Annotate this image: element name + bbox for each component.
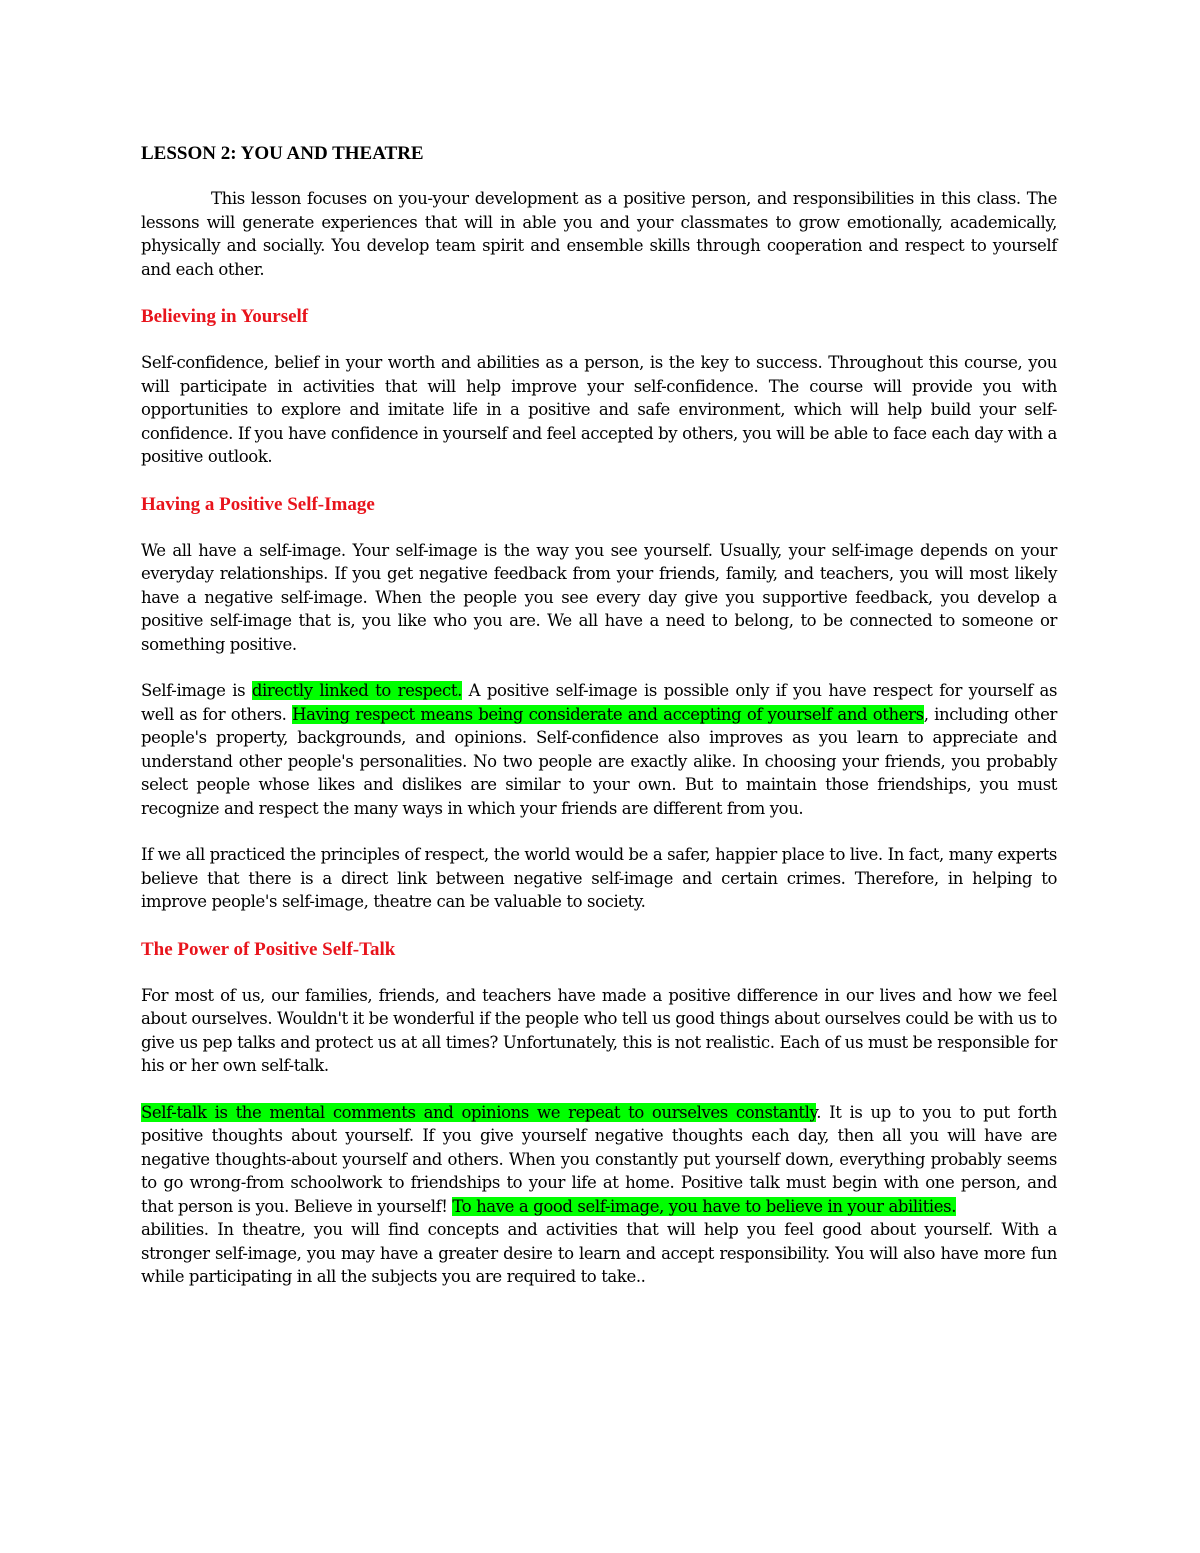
- self-image-paragraph-2: [141, 679, 1057, 820]
- highlighted-text: directly linked to respect.: [251, 681, 462, 700]
- document-body: [141, 142, 1057, 1289]
- self-talk-paragraph-2: [141, 1101, 1057, 1219]
- self-talk-paragraph-3: abilities. In theatre, you will find concepts and activities that will help you feel good about yourself. With a stronger self-image, you may have a greater desire to learn and accept responsibility. You will also have more fun while participating in all the subjects you are required to take..: [141, 1220, 1057, 1286]
- text-run: Self-image is: [141, 681, 252, 700]
- self-image-paragraph-3: If we all practiced the principles of respect, the world would be a safer, happier place to live. In fact, many experts believe that there is a direct link between negative self-image and certain crimes. Therefore, in helping to improve people's self-image, theatre can be valuable to society.: [141, 845, 1057, 911]
- intro-paragraph: This lesson focuses on you-your development as a positive person, and responsibilities in this class. The lessons will generate experiences that will in able you and your classmates to grow emotionally, academically, physically and socially. You develop team spirit and ensemble skills through cooperation and respect to yourself and each other.: [141, 189, 1057, 279]
- section-heading-believing: Believing in Yourself: [141, 306, 309, 327]
- lesson-title: LESSON 2: YOU AND THEATRE: [141, 143, 424, 164]
- self-image-paragraph-1: We all have a self-image. Your self-image is the way you see yourself. Usually, your self-image depends on your everyday relationships. If you get negative feedback from your friends, family, and teachers, you will most likely have a negative self-image. When the people you see every day give you supportive feedback, you develop a positive self-image that is, you like who you are. We all have a need to belong, to be connected to someone or something positive.: [141, 540, 1057, 654]
- text-run: , including other people's property, backgrounds, and opinions. Self-confidence also improves as you learn to appreciate and understand other people's personalities. No two people are exactly alike. In choosing your friends, you probably select people whose likes and dislikes are similar to your own. But to maintain those friendships, you must recognize and respect the many ways in which your friends are different from you.: [141, 704, 1057, 818]
- self-talk-paragraph-1: For most of us, our families, friends, and teachers have made a positive difference in our lives and how we feel about ourselves. Wouldn't it be wonderful if the people who tell us good things about ourselves could be with us to give us pep talks and protect us at all times? Unfortunately, this is not realistic. Each of us must be responsible for his or her own self-talk.: [141, 985, 1057, 1075]
- highlighted-text: Self-talk is the mental comments and opinions we repeat to ourselves constantly: [141, 1102, 817, 1122]
- text-run: A positive self-image is possible only if you have respect for yourself as well as for others.: [141, 681, 1058, 724]
- section-heading-self-image: Having a Positive Self-Image: [141, 493, 375, 515]
- highlighted-text: To have a good self-image, you have to believe in your abilities.: [452, 1196, 957, 1216]
- text-run: . It is up to you to put forth positive thoughts about yourself. If you give yourself negative thoughts each day, then all you will have are negative thoughts-about yourself and others. When you constantly put yourself down, everything probably seems to go wrong-from schoolwork to friendships to your life at home. Positive talk must begin with one person, and that person is you. Believe in yourself!: [141, 1102, 1057, 1216]
- highlighted-text: Having respect means being considerate and accepting of yourself and others: [292, 704, 924, 724]
- section-heading-self-talk: The Power of Positive Self-Talk: [141, 938, 396, 960]
- believing-paragraph: Self-confidence, belief in your worth and abilities as a person, is the key to success. Throughout this course, you will participate in activities that will help improve your self-confidence. The course will provide you with opportunities to explore and imitate life in a positive and safe environment, which will help build your self-confidence. If you have confidence in yourself and feel accepted by others, you will be able to face each day with a positive outlook.: [141, 353, 1057, 466]
